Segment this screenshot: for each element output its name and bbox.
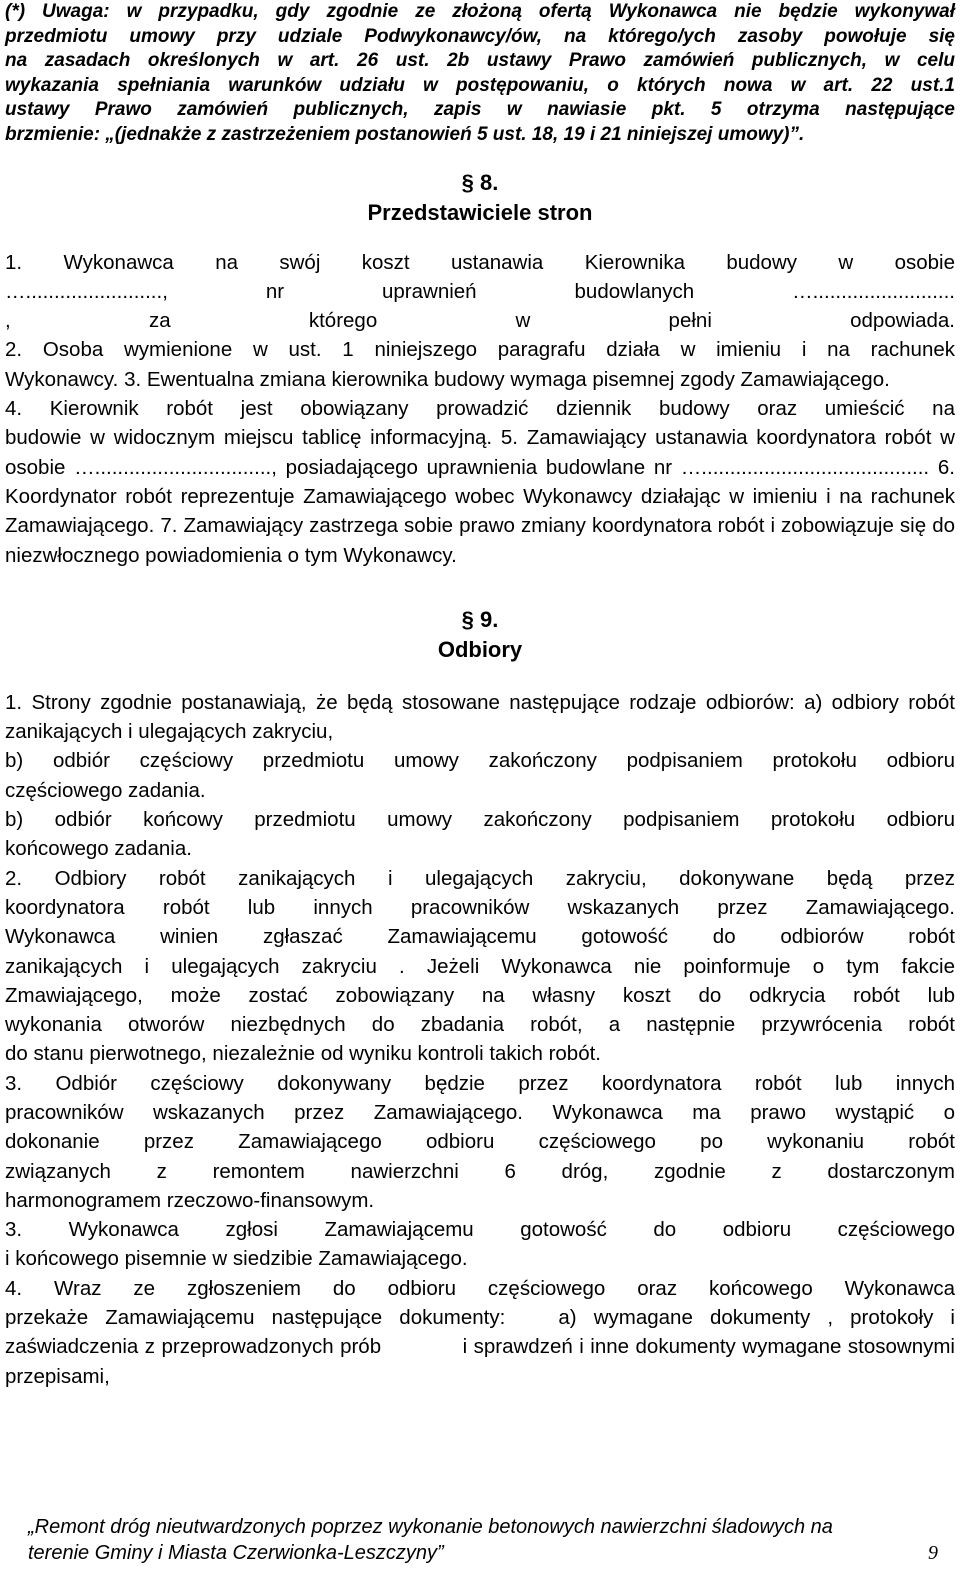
paragraph-line: Wykonawcy.	[5, 367, 119, 391]
paragraph-line: posiadającego uprawnienia budowlane nr …........................................	[285, 455, 930, 479]
paragraph-line: 3. Wykonawca zgłosi Zamawiającemu gotowość do odbioru częściowego	[5, 1218, 955, 1242]
paragraph-line: harmonogramem rzeczowo-finansowym.	[5, 1188, 375, 1212]
paragraph-line: b) odbiór końcowy przedmiotu umowy zakończony podpisaniem protokołu odbioru	[5, 808, 955, 832]
section-9-number: § 9.	[461, 606, 499, 632]
paragraph-line: , za którego w pełni odpowiada.	[5, 309, 955, 333]
section-8-body	[5, 248, 955, 570]
intro-line: wykazania spełniania warunków udziału w postępowaniu, o których nowa w art. 22 ust.1	[5, 74, 955, 96]
paragraph-line: 3. Ewentualna zmiana kierownika budowy wymaga pisemnej zgody Zamawiającego.	[124, 367, 890, 391]
intro-line: na zasadach określonych w art. 26 ust. 2b ustawy Prawo zamówień publicznych, w celu	[5, 50, 955, 72]
paragraph-line: w imieniu i na rachunek Zamawiającego.	[5, 484, 955, 538]
paragraph-line: do niezwłocznego powiadomienia o tym Wykonawcy.	[5, 514, 956, 567]
paragraph-line: …........................, nr uprawnień budowlanych ….........................	[5, 279, 955, 303]
paragraph-line: 5. Zamawiający ustanawia koordynatora robót w osobie …...............................,	[5, 426, 955, 479]
intro-line: ustawy Prawo zamówień publicznych, zapis w nawiasie pkt. 5 otrzyma następujące	[5, 99, 955, 121]
paragraph-line: b) odbiór częściowy przedmiotu umowy zakończony podpisaniem protokołu odbioru	[5, 749, 955, 773]
paragraph-line: budowie w widocznym miejscu tablicę informacyjną.	[5, 426, 493, 450]
paragraph-line: i sprawdzeń i inne dokumenty wymagane stosownymi przepisami,	[5, 1335, 955, 1388]
section-8-title: Przedstawiciele stron	[367, 199, 593, 225]
paragraph-line: 6. Koordynator robót reprezentuje Zamawiającego wobec Wykonawcy działając	[5, 455, 955, 508]
paragraph-line: 2. Odbiory robót zanikających i ulegających zakryciu, dokonywane będą przez	[5, 866, 955, 890]
section-9-title: Odbiory	[437, 636, 523, 662]
paragraph-line: 3. Odbiór częściowy dokonywany będzie przez koordynatora robót lub innych	[5, 1071, 955, 1095]
paragraph-line: 1. Wykonawca na swój koszt ustanawia Kierownika budowy w osobie	[5, 250, 955, 274]
paragraph-line: a) odbiory robót zanikających i ulegających zakryciu,	[5, 690, 956, 744]
paragraph-line: dokonanie przez Zamawiającego odbioru częściowego po wykonaniu robót	[5, 1130, 955, 1154]
intro-line: przedmiotu umowy przy udziale Podwykonawcy/ów, na którego/ych zasoby powołuje się	[5, 25, 955, 47]
paragraph-line: 2. Osoba wymienione w ust. 1 niniejszego paragrafu działa w imieniu i na rachunek	[5, 338, 955, 362]
section-9-body	[5, 688, 955, 1391]
intro-line: (*) Uwaga: w przypadku, gdy zgodnie ze złożoną ofertą Wykonawca nie będzie wykonywał	[5, 1, 955, 22]
paragraph-line: przekaże Zamawiającemu następujące dokumenty:	[5, 1306, 506, 1330]
paragraph-line: związanych z remontem nawierzchni 6 dróg, zgodnie z dostarczonym	[5, 1159, 955, 1183]
paragraph-line: pracowników wskazanych przez Zamawiającego. Wykonawca ma prawo wystąpić o	[5, 1100, 955, 1124]
paragraph-line: Wykonawca winien zgłaszać Zamawiającemu gotowość do odbiorów robót	[5, 925, 955, 949]
paragraph-line: 4. Kierownik robót jest obowiązany prowadzić dziennik budowy oraz umieścić na	[5, 397, 955, 421]
paragraph-line: 4. Wraz ze zgłoszeniem do odbioru częściowego oraz końcowego Wykonawca	[5, 1276, 955, 1300]
paragraph-line: wykonania otworów niezbędnych do zbadania robót, a następnie przywrócenia robót	[5, 1013, 955, 1037]
paragraph-line: Zmawiającego, może zostać zobowiązany na własny koszt do odkrycia robót lub	[5, 983, 955, 1007]
footer-title-line: „Remont dróg nieutwardzonych poprzez wykonanie betonowych nawierzchni śladowych na	[28, 1516, 833, 1538]
paragraph-line: koordynatora robót lub innych pracowników wskazanych przez Zamawiającego.	[5, 895, 955, 919]
paragraph-line: zanikających i ulegających zakryciu . Jeżeli Wykonawca nie poinformuje o tym fakcie	[5, 954, 955, 978]
paragraph-line: i końcowego pisemnie w siedzibie Zamawiającego.	[5, 1247, 468, 1271]
paragraph-line: końcowego zadania.	[5, 837, 192, 861]
footer-title-line: terenie Gminy i Miasta Czerwionka-Leszczyny”	[28, 1542, 444, 1564]
paragraph-line: częściowego zadania.	[5, 778, 206, 802]
page-footer	[28, 1514, 948, 1566]
paragraph-line: 1. Strony zgodnie postanawiają, że będą stosowane następujące rodzaje odbiorów:	[5, 690, 795, 714]
paragraph-line: do stanu pierwotnego, niezależnie od wyniku kontroli takich robót.	[5, 1042, 601, 1066]
page-number: 9	[928, 1542, 938, 1564]
intro-line: brzmienie: „(jednakże z zastrzeżeniem postanowień 5 ust. 18, 19 i 21 niniejszej umowy)”.	[5, 123, 805, 145]
section-8-number: § 8.	[461, 169, 499, 195]
paragraph-line: 7. Zamawiający zastrzega sobie prawo zmiany koordynatora robót i zobowiązuje się	[160, 514, 927, 538]
paragraph-line: a) wymagane dokumenty , protokoły i zaświadczenia z przeprowadzonych prób	[5, 1306, 955, 1359]
intro-note	[5, 0, 955, 148]
